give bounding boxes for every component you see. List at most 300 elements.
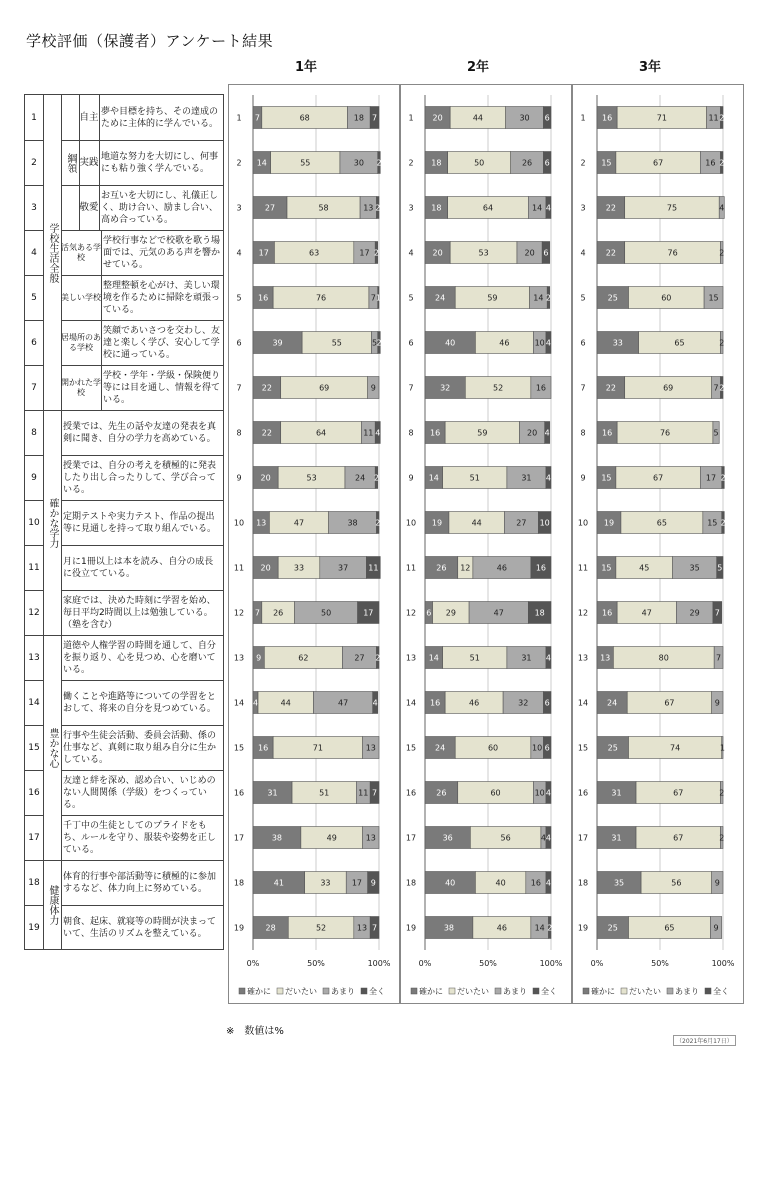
x-tick-label: 100% [711, 959, 735, 968]
data-label: 31 [521, 473, 532, 483]
data-label: 47 [293, 518, 305, 528]
data-label: 26 [521, 158, 533, 168]
category-tick-label: 4 [580, 248, 586, 258]
data-label: 65 [656, 518, 667, 528]
data-label: 4 [545, 653, 552, 663]
data-label: 46 [496, 563, 507, 573]
data-label: 44 [472, 113, 484, 123]
data-label: 20 [527, 428, 538, 438]
row-number: 3 [31, 202, 37, 213]
legend-swatch [323, 988, 329, 994]
category-tick-label: 15 [405, 743, 417, 753]
data-label: 47 [493, 608, 504, 618]
data-label: 6 [544, 698, 550, 708]
row-number: 14 [28, 697, 40, 708]
data-label: 31 [521, 653, 532, 663]
data-label: 2 [719, 113, 725, 123]
data-label: 69 [319, 383, 330, 393]
category-column-divider [61, 635, 62, 860]
data-label: 55 [300, 158, 311, 168]
data-label: 4 [372, 698, 378, 708]
legend-swatch [621, 988, 627, 994]
legend-swatch [583, 988, 589, 994]
category-tick-label: 1 [580, 113, 586, 123]
question-text: 夢や目標を持ち、その達成のために主体的に学んでいる。 [101, 106, 219, 129]
data-label: 13 [356, 923, 368, 933]
legend-swatch [705, 988, 711, 994]
data-label: 51 [469, 473, 480, 483]
data-label: 26 [436, 788, 447, 798]
data-label: 15 [708, 293, 719, 303]
data-label: 22 [605, 383, 616, 393]
data-label: 13 [363, 203, 374, 213]
data-label: 1 [375, 293, 381, 303]
row-number: 2 [31, 157, 37, 168]
data-label: 6 [426, 608, 432, 618]
data-label: 2 [719, 248, 725, 258]
data-label: 13 [365, 833, 376, 843]
data-label: 20 [260, 473, 271, 483]
row-number: 15 [28, 742, 40, 753]
data-label: 16 [429, 428, 441, 438]
data-label: 11 [363, 428, 374, 438]
data-label: 10 [539, 518, 550, 528]
data-label: 13 [256, 518, 267, 528]
question-text: 家庭では、決めた時刻に学習を始め、毎日平均2時間以上は勉強している。（塾を含む） [63, 595, 216, 630]
data-label: 14 [256, 158, 267, 168]
data-label: 14 [428, 653, 439, 663]
question-text: 地道な努力を大切にし、何事にも粘り強く学んでいる。 [101, 151, 219, 174]
data-label: 4 [252, 698, 259, 708]
category-label: 豊かな心 [47, 727, 58, 768]
category-tick-label: 13 [577, 653, 589, 663]
data-label: 9 [714, 878, 720, 888]
data-label: 65 [664, 923, 675, 933]
x-tick-label: 100% [367, 959, 391, 968]
data-label: 67 [664, 698, 675, 708]
data-label: 6 [544, 743, 550, 753]
data-label: 53 [306, 473, 317, 483]
category-tick-label: 7 [580, 383, 586, 393]
row-number: 16 [28, 787, 40, 798]
data-label: 2 [375, 653, 381, 663]
data-label: 16 [535, 563, 547, 573]
data-label: 7 [254, 113, 260, 123]
category-tick-label: 17 [405, 833, 417, 843]
category-tick-label: 4 [408, 248, 414, 258]
category-tick-label: 5 [580, 293, 586, 303]
legend-label: だいたい [285, 987, 317, 996]
category-tick-label: 18 [405, 878, 417, 888]
data-label: 60 [487, 743, 499, 753]
data-label: 40 [445, 338, 456, 348]
category-tick-label: 1 [408, 113, 414, 123]
row-subheading: 美しい学校 [61, 292, 101, 302]
data-label: 6 [543, 248, 549, 258]
legend-label: 確かに [247, 987, 271, 996]
data-label: 15 [707, 518, 718, 528]
data-label: 20 [260, 563, 271, 573]
data-label: 15 [601, 473, 612, 483]
data-label: 56 [500, 833, 511, 843]
data-label: 16 [257, 293, 269, 303]
category-tick-label: 18 [577, 878, 589, 888]
data-label: 53 [478, 248, 489, 258]
data-label: 7 [372, 113, 378, 123]
data-label: 60 [490, 788, 501, 798]
data-label: 2 [375, 518, 381, 528]
data-label: 55 [331, 338, 342, 348]
category-label: 健康体力 [47, 885, 58, 925]
sub-divider [101, 320, 102, 365]
data-label: 71 [656, 113, 667, 123]
x-tick-label: 0% [246, 959, 260, 968]
row-subheading: 居場所のある学校 [61, 332, 101, 352]
note-text: ※ 数値は% [226, 1026, 284, 1037]
legend-label: 確かに [419, 987, 443, 996]
data-label: 16 [705, 158, 716, 168]
row-number: 19 [28, 922, 40, 933]
chart-panel-grade-1 [228, 84, 400, 1004]
data-label: 14 [532, 203, 543, 213]
data-label: 28 [265, 923, 276, 933]
data-label: 67 [673, 833, 684, 843]
category-tick-label: 2 [236, 158, 242, 168]
data-label: 14 [534, 923, 545, 933]
data-label: 4 [545, 833, 552, 843]
row-number: 13 [28, 652, 40, 663]
data-label: 33 [320, 878, 331, 888]
data-label: 35 [613, 878, 625, 888]
data-label: 12 [460, 563, 471, 573]
data-label: 20 [432, 113, 443, 123]
row-subheading: 敬愛 [79, 201, 99, 213]
chart-grade-1 [229, 85, 399, 1003]
data-label: 38 [443, 923, 455, 933]
data-label: 2 [376, 158, 382, 168]
data-label: 38 [347, 518, 358, 528]
data-label: 27 [516, 518, 527, 528]
data-label: 52 [492, 383, 504, 393]
data-label: 16 [257, 743, 269, 753]
data-label: 63 [309, 248, 320, 258]
category-tick-label: 16 [405, 788, 417, 798]
data-label: 24 [435, 743, 446, 753]
data-label: 5 [372, 338, 378, 348]
data-label: 67 [673, 788, 684, 798]
legend-swatch [361, 988, 367, 994]
data-label: 51 [469, 653, 480, 663]
category-tick-label: 15 [577, 743, 589, 753]
data-label: 25 [607, 293, 618, 303]
data-label: 19 [431, 518, 443, 528]
category-tick-label: 8 [408, 428, 414, 438]
question-text: 定期テストや実力テスト、作品の提出等に見通しを持って取り組んでいる。 [63, 511, 217, 534]
question-text: 友達と絆を深め、認め合い、いじめのない人間関係（学級）をつくっている。 [63, 775, 216, 810]
row-number: 11 [28, 562, 40, 573]
data-label: 26 [436, 563, 447, 573]
data-label: 76 [315, 293, 327, 303]
data-label: 33 [612, 338, 623, 348]
data-label: 49 [326, 833, 337, 843]
question-text: 学校・学年・学級・保険便り等には目を通し、情報を得ている。 [103, 370, 221, 405]
data-label: 76 [667, 248, 678, 258]
data-label: 16 [601, 428, 613, 438]
data-label: 68 [299, 113, 310, 123]
data-label: 2 [719, 833, 725, 843]
data-label: 38 [271, 833, 283, 843]
data-label: 20 [524, 248, 535, 258]
category-tick-label: 15 [233, 743, 245, 753]
grade-2-heading: 2年 [466, 60, 490, 75]
sub-divider [101, 275, 102, 320]
data-label: 26 [273, 608, 284, 618]
category-tick-label: 13 [233, 653, 245, 663]
sub-divider [99, 95, 100, 140]
row-number: 17 [28, 832, 40, 843]
data-label: 2 [719, 383, 725, 393]
data-label: 46 [499, 338, 510, 348]
data-label: 7 [372, 923, 378, 933]
data-label: 80 [658, 653, 669, 663]
data-label: 60 [661, 293, 672, 303]
row-number: 9 [31, 472, 37, 483]
category-tick-label: 4 [236, 248, 242, 258]
data-label: 31 [267, 788, 278, 798]
x-tick-label: 0% [418, 959, 432, 968]
data-label: 17 [351, 878, 363, 888]
question-text: お互いを大切にし、礼儀正しく、助け合い、励まし合い、高め合っている。 [101, 190, 219, 225]
data-label: 6 [544, 113, 550, 123]
data-label: 24 [355, 473, 366, 483]
data-label: 7 [370, 293, 376, 303]
data-label: 71 [312, 743, 323, 753]
legend-label: 全く [713, 987, 729, 996]
legend-label: 全く [541, 987, 557, 996]
data-label: 6 [544, 158, 550, 168]
row-subheading: 開かれた学校 [61, 377, 101, 397]
data-label: 2 [545, 293, 552, 303]
data-label: 11 [358, 788, 369, 798]
category-tick-label: 6 [580, 338, 586, 348]
data-label: 17 [359, 248, 370, 258]
data-label: 46 [496, 923, 507, 933]
data-label: 2 [547, 923, 553, 933]
data-label: 69 [663, 383, 674, 393]
data-label: 18 [431, 203, 442, 213]
data-label: 10 [534, 338, 545, 348]
category-tick-label: 2 [408, 158, 414, 168]
row-number: 7 [31, 382, 37, 393]
data-label: 45 [639, 563, 650, 573]
question-text: 行事や生徒会活動、委員会活動、係の仕事など、真剣に取り組み自分に生かしている。 [63, 730, 217, 765]
category-tick-label: 6 [236, 338, 242, 348]
data-label: 16 [535, 383, 547, 393]
data-label: 20 [432, 248, 443, 258]
data-label: 30 [353, 158, 364, 168]
data-label: 5 [717, 563, 723, 573]
row-number: 8 [31, 427, 37, 438]
data-label: 2 [719, 158, 725, 168]
data-label: 2 [720, 518, 726, 528]
chart-grade-3 [573, 85, 743, 1003]
data-label: 16 [601, 113, 613, 123]
data-label: 16 [601, 608, 613, 618]
data-label: 40 [495, 878, 506, 888]
sub-divider [99, 140, 100, 185]
category-tick-label: 12 [577, 608, 589, 618]
data-label: 4 [545, 338, 552, 348]
category-label: 確かな学力 [47, 497, 58, 548]
category-tick-label: 11 [577, 563, 589, 573]
data-label: 41 [273, 878, 284, 888]
data-label: 33 [293, 563, 305, 573]
category-tick-label: 18 [233, 878, 245, 888]
legend-swatch [495, 988, 501, 994]
data-label: 2 [376, 338, 382, 348]
category-tick-label: 13 [405, 653, 417, 663]
data-label: 36 [442, 833, 453, 843]
data-label: 44 [471, 518, 482, 528]
data-label: 74 [670, 743, 681, 753]
question-text: 月に1冊以上は本を読み、自分の成長に役立てている。 [63, 556, 214, 579]
data-label: 9 [714, 698, 720, 708]
data-label: 29 [689, 608, 700, 618]
category-tick-label: 19 [577, 923, 589, 933]
data-label: 62 [298, 653, 309, 663]
data-label: 29 [445, 608, 456, 618]
category-tick-label: 3 [236, 203, 242, 213]
data-label: 2 [373, 473, 380, 483]
row-number: 12 [28, 607, 40, 618]
data-label: 19 [603, 518, 615, 528]
data-label: 47 [337, 698, 349, 708]
category-tick-label: 8 [580, 428, 586, 438]
chart-panel-grade-2 [400, 84, 572, 1004]
question-text: 授業では、先生の話や友達の発表を真剣に聞き、自分の学力を高めている。 [63, 421, 217, 444]
data-label: 31 [611, 788, 622, 798]
data-label: 24 [435, 293, 446, 303]
legend-swatch [533, 988, 539, 994]
data-label: 2 [373, 248, 380, 258]
row-number: 1 [31, 112, 37, 123]
data-label: 32 [440, 383, 451, 393]
category-tick-label: 7 [236, 383, 242, 393]
category-tick-label: 10 [405, 518, 417, 528]
category-tick-label: 9 [408, 473, 414, 483]
data-label: 16 [429, 698, 441, 708]
data-label: 7 [254, 608, 260, 618]
legend-swatch [449, 988, 455, 994]
question-text: 整理整頓を心がけ、美しい環境を作るために掃除を頑張っている。 [103, 280, 221, 315]
question-text: 授業では、自分の考えを積極的に発表したり出し合ったりして、学び合っている。 [63, 460, 217, 495]
data-label: 2 [375, 203, 381, 213]
row-number: 4 [31, 247, 37, 258]
data-label: 32 [518, 698, 529, 708]
data-label: 18 [534, 608, 545, 618]
question-text: 笑顔であいさつを交わし、友達と楽しく学び、安心して学校に通っている。 [103, 325, 221, 360]
data-label: 76 [659, 428, 671, 438]
legend-label: あまり [675, 987, 699, 996]
data-label: 17 [705, 473, 717, 483]
data-label: 25 [607, 923, 618, 933]
data-label: 11 [708, 113, 719, 123]
legend-swatch [411, 988, 417, 994]
legend-label: あまり [503, 987, 527, 996]
data-label: 1 [719, 743, 725, 753]
category-tick-label: 5 [408, 293, 414, 303]
data-label: 9 [370, 878, 376, 888]
category-tick-label: 17 [577, 833, 589, 843]
data-label: 52 [315, 923, 327, 933]
category-tick-label: 19 [233, 923, 245, 933]
data-label: 7 [714, 608, 720, 618]
category-tick-label: 14 [577, 698, 589, 708]
data-label: 22 [261, 383, 272, 393]
legend-swatch [277, 988, 283, 994]
category-tick-label: 3 [408, 203, 414, 213]
data-label: 13 [365, 743, 376, 753]
data-label: 4 [545, 473, 552, 483]
data-label: 64 [482, 203, 494, 213]
sub-divider [101, 365, 102, 410]
category-tick-label: 11 [405, 563, 417, 573]
category-tick-label: 7 [408, 383, 414, 393]
data-label: 4 [545, 203, 552, 213]
category-tick-label: 9 [580, 473, 586, 483]
row-number: 18 [28, 877, 40, 888]
data-label: 56 [671, 878, 682, 888]
category-tick-label: 12 [405, 608, 417, 618]
category-tick-label: 2 [580, 158, 586, 168]
legend-label: だいたい [629, 987, 661, 996]
subgroup-label: 綱領 [65, 152, 76, 173]
legend-swatch [239, 988, 245, 994]
data-label: 22 [605, 248, 616, 258]
question-text: 朝食、起床、就寝等の時間が決まっていて、生活のリズムを整えている。 [63, 916, 217, 939]
question-text: 千丁中の生徒としてのプライドをもち、ルールを守り、服装や姿勢を正している。 [63, 820, 216, 855]
grade-1-heading: 1年 [294, 60, 318, 75]
data-label: 9 [370, 383, 376, 393]
data-label: 18 [353, 113, 364, 123]
category-tick-label: 17 [233, 833, 245, 843]
data-label: 58 [318, 203, 329, 213]
data-label: 15 [601, 563, 612, 573]
chart-panel-grade-3 [572, 84, 744, 1004]
date-stamp: （2021年6月17日） [673, 1035, 736, 1046]
chart-grade-2 [401, 85, 571, 1003]
data-label: 9 [256, 653, 262, 663]
data-label: 4 [719, 203, 725, 213]
data-label: 67 [653, 473, 664, 483]
category-tick-label: 14 [233, 698, 245, 708]
category-tick-label: 10 [577, 518, 589, 528]
data-label: 35 [689, 563, 700, 573]
data-label: 50 [320, 608, 332, 618]
x-tick-label: 50% [651, 959, 669, 968]
legend-label: だいたい [457, 987, 489, 996]
data-label: 50 [474, 158, 485, 168]
data-label: 30 [519, 113, 530, 123]
data-label: 10 [534, 788, 545, 798]
x-tick-label: 50% [479, 959, 497, 968]
category-tick-label: 11 [233, 563, 245, 573]
data-label: 4 [540, 833, 546, 843]
data-label: 18 [431, 158, 442, 168]
data-label: 40 [445, 878, 456, 888]
data-label: 16 [530, 878, 541, 888]
data-label: 59 [487, 293, 498, 303]
